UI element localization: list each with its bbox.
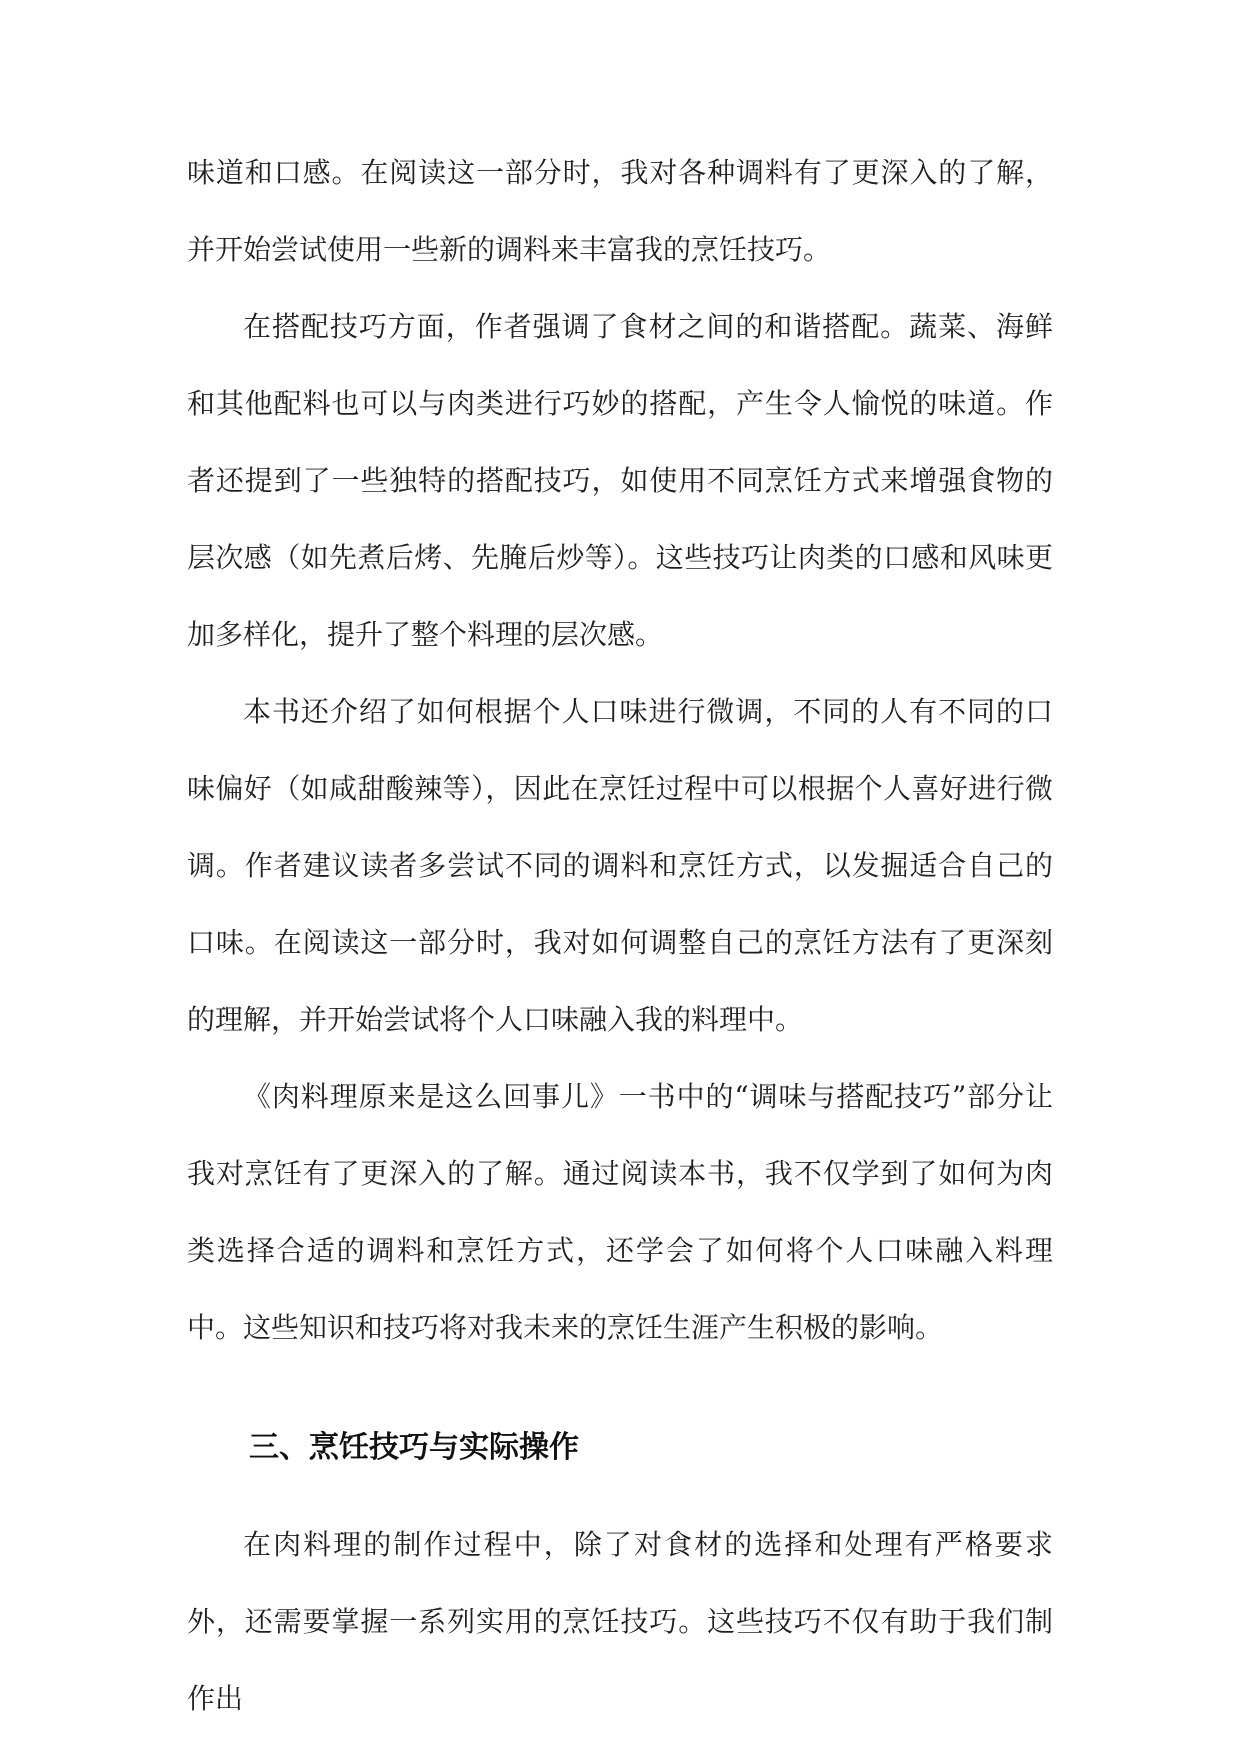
paragraph-continuation: 味道和口感。在阅读这一部分时，我对各种调料有了更深入的了解，并开始尝试使用一些新的调料来丰富我的烹饪技巧。: [187, 156, 1053, 266]
paragraph-pairing-techniques: 在搭配技巧方面，作者强调了食材之间的和谐搭配。蔬菜、海鲜和其他配料也可以与肉类进行巧妙的搭配，产生令人愉悦的味道。作者还提到了一些独特的搭配技巧，如使用不同烹饪方式来增强食物的层次感（如先煮后烤、先腌后炒等）。这些技巧让肉类的口感和风味更加多样化，提升了整个料理的层次感。: [187, 310, 1053, 651]
paragraph-personal-taste: 本书还介绍了如何根据个人口味进行微调，不同的人有不同的口味偏好（如咸甜酸辣等），因此在烹饪过程中可以根据个人喜好进行微调。作者建议读者多尝试不同的调料和烹饪方式，以发掘适合自己的口味。在阅读这一部分时，我对如何调整自己的烹饪方法有了更深刻的理解，并开始尝试将个人口味融入我的料理中。: [187, 695, 1053, 1036]
document-body: [187, 134, 1053, 1737]
paragraph-summary: 《肉料理原来是这么回事儿》一书中的“调味与搭配技巧”部分让我对烹饪有了更深入的了解。通过阅读本书，我不仅学到了如何为肉类选择合适的调料和烹饪方式，还学会了如何将个人口味融入料理中。这些知识和技巧将对我未来的烹饪生涯产生积极的影响。: [187, 1080, 1053, 1344]
paragraph-cooking-techniques: 在肉料理的制作过程中，除了对食材的选择和处理有严格要求外，还需要掌握一系列实用的烹饪技巧。这些技巧不仅有助于我们制作出: [187, 1528, 1053, 1715]
section-heading: 三、烹饪技巧与实际操作: [249, 1430, 579, 1465]
